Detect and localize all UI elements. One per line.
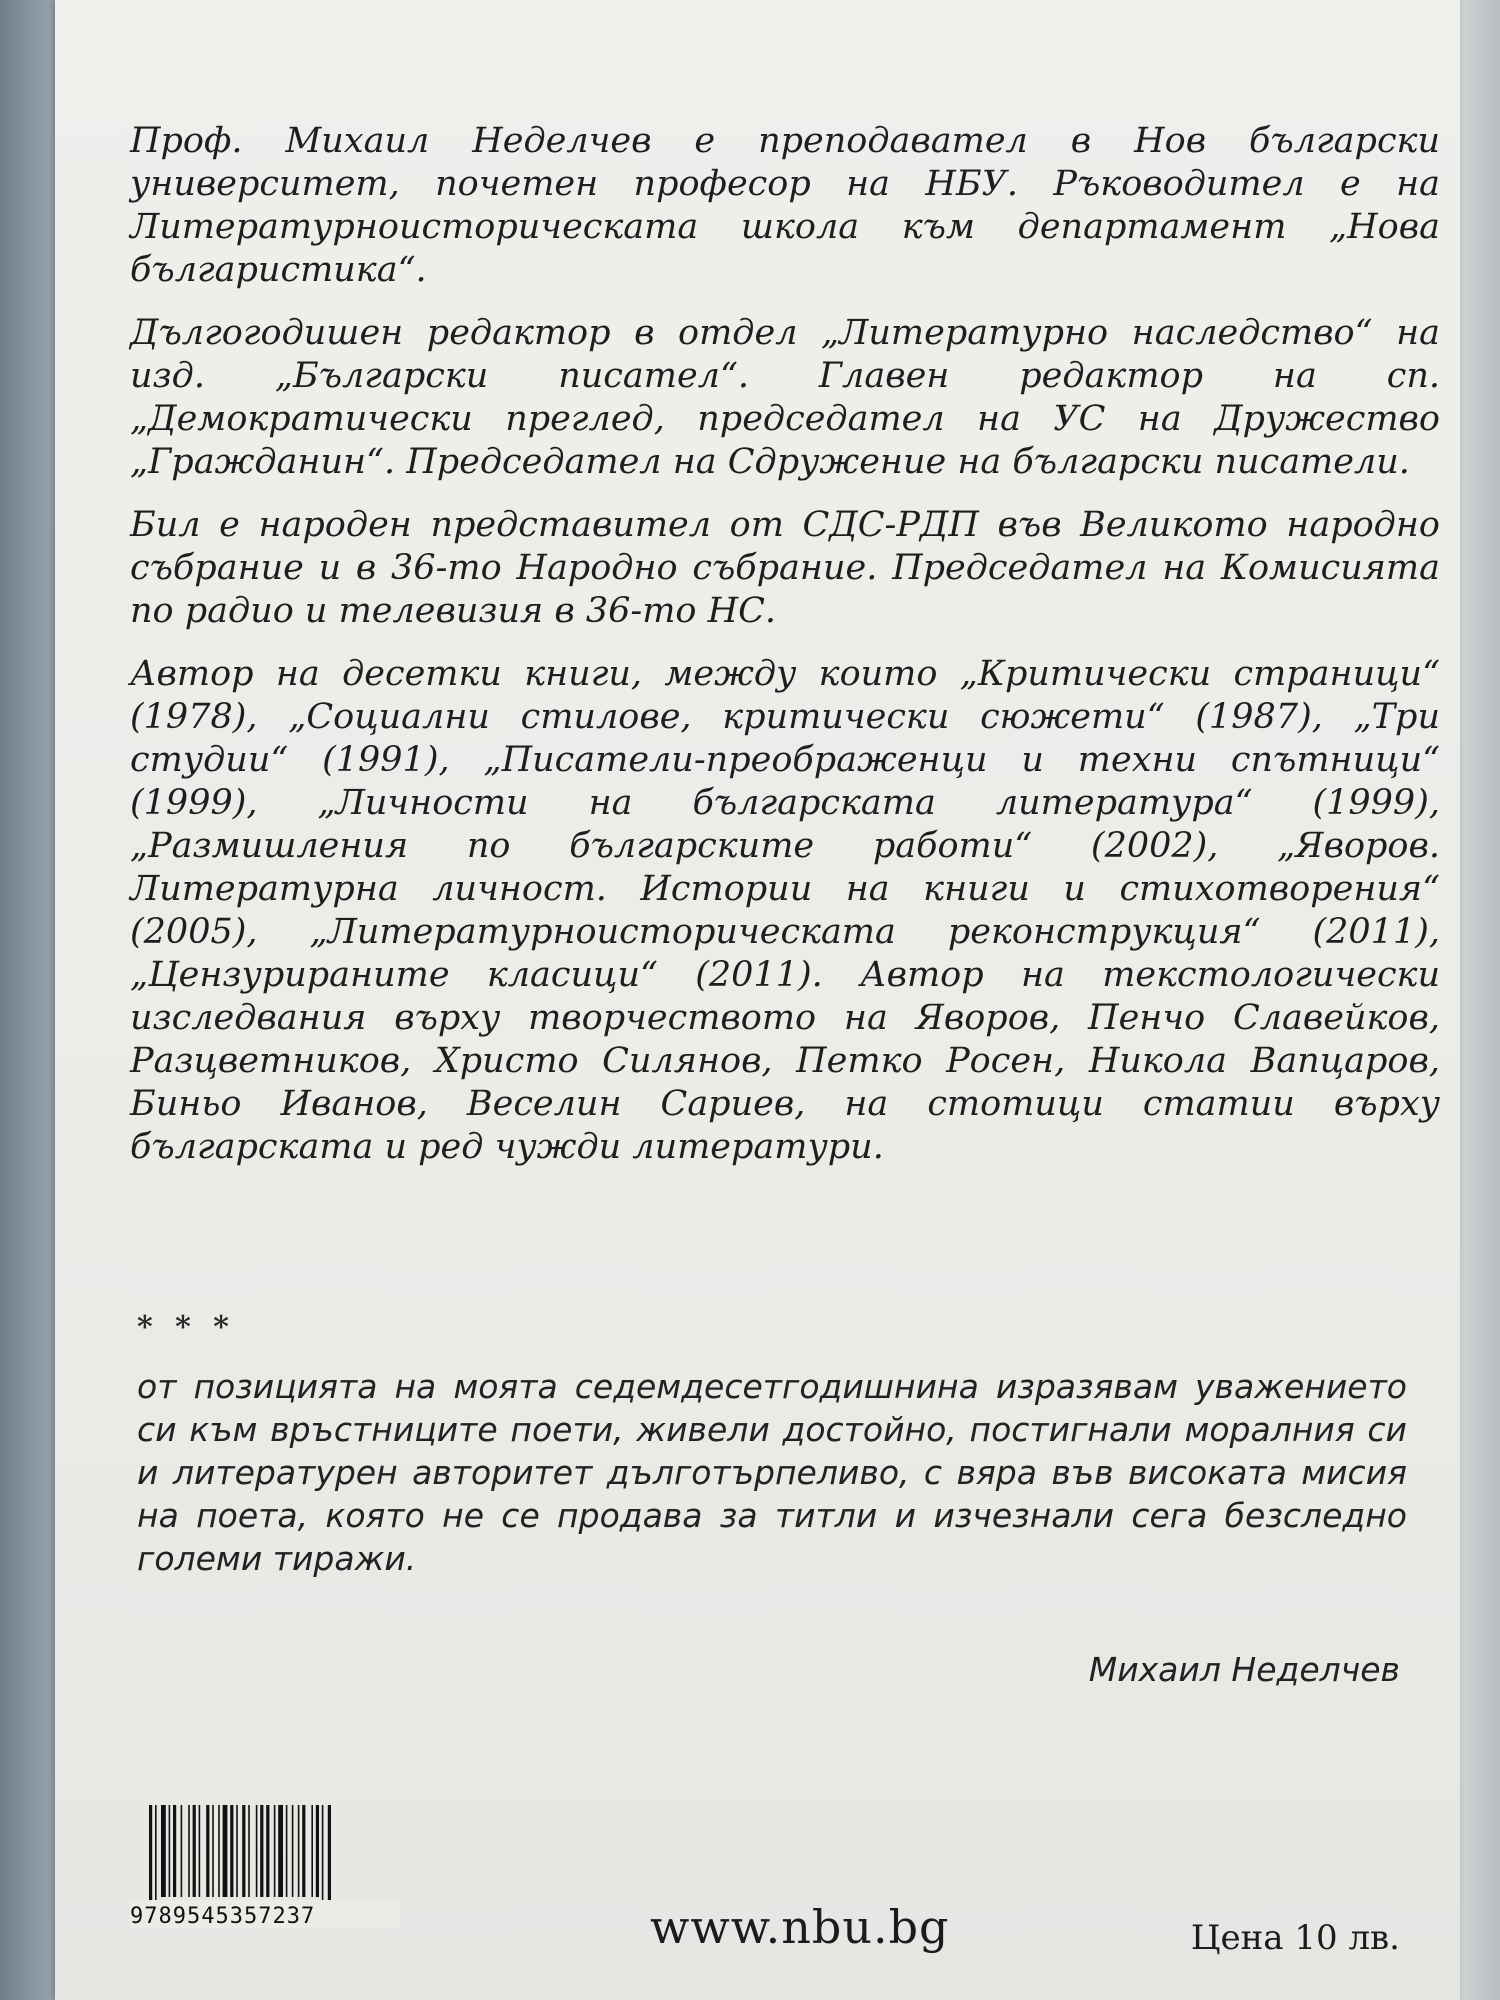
- bio-paragraph-4: Автор на десетки книги, между които „Критически страници“ (1978), „Социални стилове, критически сюжети“ (1987), „Три студии“ (1991), „Писатели-преображенци и техни спътници“ (1999), „Личности на българската литература“ (1999), „Размишления по българските работи“ (2002), „Яворов. Литературна личност. Истории на книги и стихотворения“ (2005), „Литературноисторическата реконструкция“ (2011), „Цензурираните класици“ (2011). Автор на текстологически изследвания върху творчеството на Яворов, Пенчо Славейков, Разцветников, Христо Силянов, Петко Росен, Никола Вапцаров, Биньо Иванов, Веселин Сариев, на стотици статии върху българската и ред чужди литератури.: [130, 654, 1440, 1167]
- price-label: Цена 10 лв.: [1190, 1918, 1400, 1958]
- barcode-bar: [256, 1805, 258, 1897]
- bio-paragraph-1: Проф. Михаил Неделчев е преподавател в Нов български университет, почетен професор на НБУ. Ръководител е на Литературноисторическата школа към департамент „Нова българистика“.: [130, 121, 1440, 290]
- barcode-bar: [316, 1805, 319, 1897]
- barcode-bars: [145, 1805, 385, 1905]
- background-right: [1460, 0, 1500, 2000]
- author-signature: Михаил Неделчев: [1088, 1650, 1400, 1689]
- author-biography: [130, 120, 1440, 1189]
- barcode-bar: [242, 1805, 245, 1897]
- bio-paragraph-2: Дългогодишен редактор в отдел „Литературно наследство“ на изд. „Български писател“. Главен редактор на сп. „Демократически преглед, председател на УС на Дружество „Гражданин“. Председател на Сдружение на български писатели.: [130, 313, 1440, 482]
- barcode-bar: [181, 1805, 183, 1897]
- barcode-bar: [292, 1805, 294, 1897]
- barcode-bar: [311, 1805, 313, 1897]
- barcode-bar: [193, 1805, 196, 1897]
- barcode-bar: [278, 1805, 283, 1897]
- barcode-bar: [223, 1805, 228, 1897]
- author-quote: от позицията на моята седемдесетгодишнина изразявам уважението си към връстниците поети, живели достойно, постигнали моралния си и литературен авторитет дълготърпеливо, с вяра във високата мисия на поета, която не се продава за титли и изчезнали сега безследно големи тиражи.: [137, 1367, 1407, 1578]
- barcode-bar: [169, 1805, 171, 1897]
- barcode-bar: [298, 1805, 300, 1897]
- barcode-bar: [155, 1805, 157, 1905]
- barcode-bar: [248, 1805, 250, 1897]
- barcode-bar: [188, 1805, 190, 1897]
- barcode-bar: [286, 1805, 288, 1897]
- barcode-bar: [218, 1805, 220, 1897]
- barcode-bar: [322, 1805, 324, 1905]
- barcode-bar: [328, 1805, 331, 1905]
- barcode-bar: [149, 1805, 152, 1905]
- isbn-number: 9789545357237: [130, 1900, 400, 1929]
- barcode-bar: [206, 1805, 209, 1897]
- barcode-bar: [236, 1805, 238, 1897]
- barcode-bar: [161, 1805, 166, 1897]
- section-separator: * * *: [137, 1310, 235, 1345]
- bio-paragraph-3: Бил е народен представител от СДС-РДП във Великото народно събрание и в 36-то Народно събрание. Председател на Комисията по радио и телевизия в 36-то НС.: [130, 505, 1440, 631]
- barcode-bar: [302, 1805, 305, 1897]
- barcode-bar: [199, 1805, 201, 1897]
- barcode-bar: [173, 1805, 176, 1897]
- publisher-website[interactable]: www.nbu.bg: [650, 1900, 950, 1954]
- barcode-bar: [212, 1805, 214, 1897]
- barcode-bar: [260, 1805, 263, 1897]
- barcode-bar: [274, 1805, 276, 1897]
- barcode-bar: [230, 1805, 233, 1897]
- barcode-bar: [266, 1805, 269, 1897]
